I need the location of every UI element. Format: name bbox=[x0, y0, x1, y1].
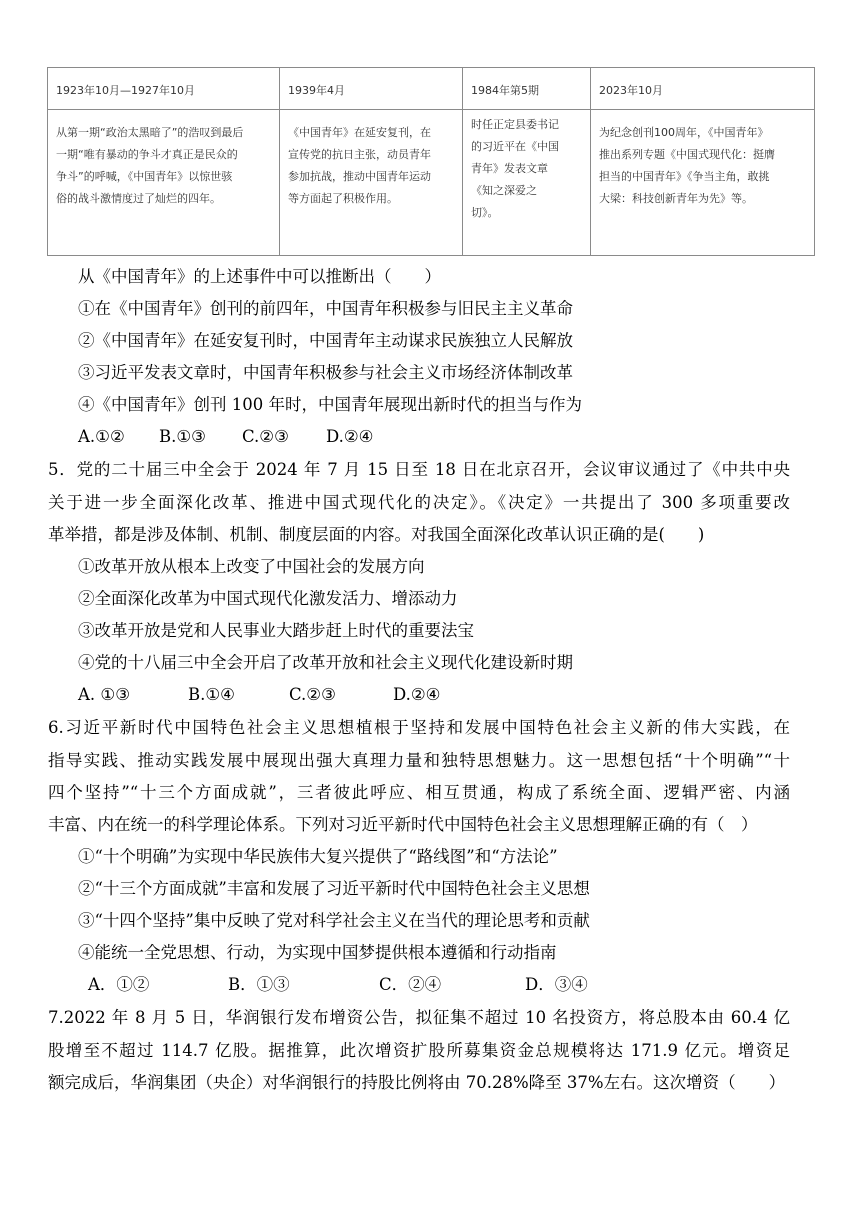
q5-statement-3: ③改革开放是党和人民事业大踏步赶上时代的重要法宝 bbox=[78, 621, 474, 640]
table-header-row bbox=[48, 68, 815, 110]
cell-line: 切》。 bbox=[471, 206, 499, 219]
table-header-cell: 1923年10月—1927年10月 bbox=[48, 68, 280, 110]
cell-line: 一期“唯有暴动的争斗才真正是民众的 bbox=[56, 148, 238, 161]
cell-line: 等方面起了积极作用。 bbox=[288, 192, 398, 205]
q4-option-a: A.①② bbox=[78, 427, 125, 446]
timeline-table bbox=[47, 67, 815, 256]
q5-option-a: A. ①③ bbox=[78, 685, 130, 704]
cell-line: 青年》发表文章 bbox=[471, 162, 548, 175]
cell-line: 为纪念创刊100周年，《中国青年》 bbox=[599, 126, 769, 139]
cell-line: 的习近平在《中国 bbox=[471, 140, 559, 153]
cell-line: 宣传党的抗日主张，动员青年 bbox=[288, 148, 431, 161]
cell-line: 参加抗战，推动中国青年运动 bbox=[288, 170, 431, 183]
cell-line: 从第一期“政治太黑暗了”的浩叹到最后 bbox=[56, 126, 244, 139]
table-header-cell: 1984年第5期 bbox=[463, 68, 591, 110]
q7-stem-line: 7.2022 年 8 月 5 日，华润银行发布增资公告，拟征集不超过 10 名投资方，将总股本由 60.4 亿 bbox=[48, 1008, 790, 1027]
q5-statement-2: ②全面深化改革为中国式现代化激发活力、增添动力 bbox=[78, 589, 458, 608]
q4-option-d: D.②④ bbox=[326, 427, 374, 446]
q6-stem-line: 6.习近平新时代中国特色社会主义思想植根于坚持和发展中国特色社会主义新的伟大实践，在 bbox=[48, 718, 790, 737]
q5-option-b: B.①④ bbox=[188, 685, 235, 704]
table-cell bbox=[280, 110, 463, 256]
cell-line: 争斗”的呼喊，《中国青年》以惊世骇 bbox=[56, 170, 233, 183]
q6-statement-4: ④能统一全党思想、行动，为实现中国梦提供根本遵循和行动指南 bbox=[78, 943, 557, 962]
q6-statement-1: ①“十个明确”为实现中华民族伟大复兴提供了“路线图”和“方法论” bbox=[78, 847, 558, 866]
q5-stem-line: 革举措，都是涉及体制、机制、制度层面的内容。对我国全面深化改革认识正确的是( ) bbox=[48, 525, 705, 544]
cell-line: 时任正定县委书记 bbox=[471, 118, 559, 131]
q6-option-d: D．③④ bbox=[525, 975, 588, 994]
q5-option-d: D.②④ bbox=[393, 685, 441, 704]
table-header-cell: 1939年4月 bbox=[280, 68, 463, 110]
q4-option-c: C.②③ bbox=[242, 427, 289, 446]
q6-stem-line: 指导实践、推动实践发展中展现出强大真理力量和独特思想魅力。这一思想包括“十个明确”“十 bbox=[48, 751, 790, 770]
q6-statement-2: ②“十三个方面成就”丰富和发展了习近平新时代中国特色社会主义思想 bbox=[78, 879, 590, 898]
table-cell bbox=[463, 110, 591, 256]
q4-statement-4: ④《中国青年》创刊 100 年时，中国青年展现出新时代的担当与作为 bbox=[78, 395, 582, 414]
q5-stem-line: 5．党的二十届三中全会于 2024 年 7 月 15 日至 18 日在北京召开，会议审议通过了《中共中央 bbox=[48, 460, 790, 479]
q6-statement-3: ③“十四个坚持”集中反映了党对科学社会主义在当代的理论思考和贡献 bbox=[78, 911, 590, 930]
q4-statement-2: ②《中国青年》在延安复刊时，中国青年主动谋求民族独立人民解放 bbox=[78, 331, 573, 350]
q6-stem-line: 丰富、内在统一的科学理论体系。下列对习近平新时代中国特色社会主义思想理解正确的有（ ） bbox=[48, 815, 758, 834]
cell-line: 担当的中国青年》《争当主角，敢挑 bbox=[599, 170, 770, 183]
q4-option-b: B.①③ bbox=[159, 427, 206, 446]
q4-statement-1: ①在《中国青年》创刊的前四年，中国青年积极参与旧民主主义革命 bbox=[78, 299, 573, 318]
q4-options bbox=[78, 426, 373, 448]
q5-stem-line: 关于进一步全面深化改革、推进中国式现代化的决定》。《决定》一共提出了 300 多项重要改 bbox=[48, 493, 790, 512]
q6-option-c: C．②④ bbox=[379, 975, 442, 994]
q5-options bbox=[78, 684, 440, 706]
table-cell bbox=[591, 110, 815, 256]
q4-stem: 从《中国青年》的上述事件中可以推断出（ ） bbox=[78, 267, 441, 286]
table-header-cell: 2023年10月 bbox=[591, 68, 815, 110]
q6-options bbox=[88, 974, 588, 996]
table-cell bbox=[48, 110, 280, 256]
cell-line: 《中国青年》在延安复刊，在 bbox=[288, 126, 431, 139]
table-row bbox=[48, 110, 815, 256]
q7-stem-line: 股增至不超过 114.7 亿股。据推算，此次增资扩股所募集资金总规模将达 171.9 亿元。增资足 bbox=[48, 1041, 790, 1060]
q5-option-c: C.②③ bbox=[289, 685, 336, 704]
cell-line: 大梁：科技创新青年为先》等。 bbox=[599, 192, 753, 205]
cell-line: 推出系列专题《中国式现代化：挺膺 bbox=[599, 148, 775, 161]
q6-option-b: B．①③ bbox=[228, 975, 290, 994]
q7-stem-line: 额完成后，华润集团（央企）对华润银行的持股比例将由 70.28%降至 37%左右。这次增资（ ） bbox=[48, 1073, 786, 1092]
q6-option-a: A．①② bbox=[88, 975, 150, 994]
cell-line: 俗的战斗激情度过了灿烂的四年。 bbox=[56, 192, 221, 205]
q4-statement-3: ③习近平发表文章时，中国青年积极参与社会主义市场经济体制改革 bbox=[78, 363, 573, 382]
q5-statement-1: ①改革开放从根本上改变了中国社会的发展方向 bbox=[78, 557, 425, 576]
q6-stem-line: 四个坚持”“十三个方面成就”，三者彼此呼应、相互贯通，构成了系统全面、逻辑严密、内涵 bbox=[48, 783, 790, 802]
cell-line: 《知之深爱之 bbox=[471, 184, 537, 197]
q5-statement-4: ④党的十八届三中全会开启了改革开放和社会主义现代化建设新时期 bbox=[78, 653, 573, 672]
